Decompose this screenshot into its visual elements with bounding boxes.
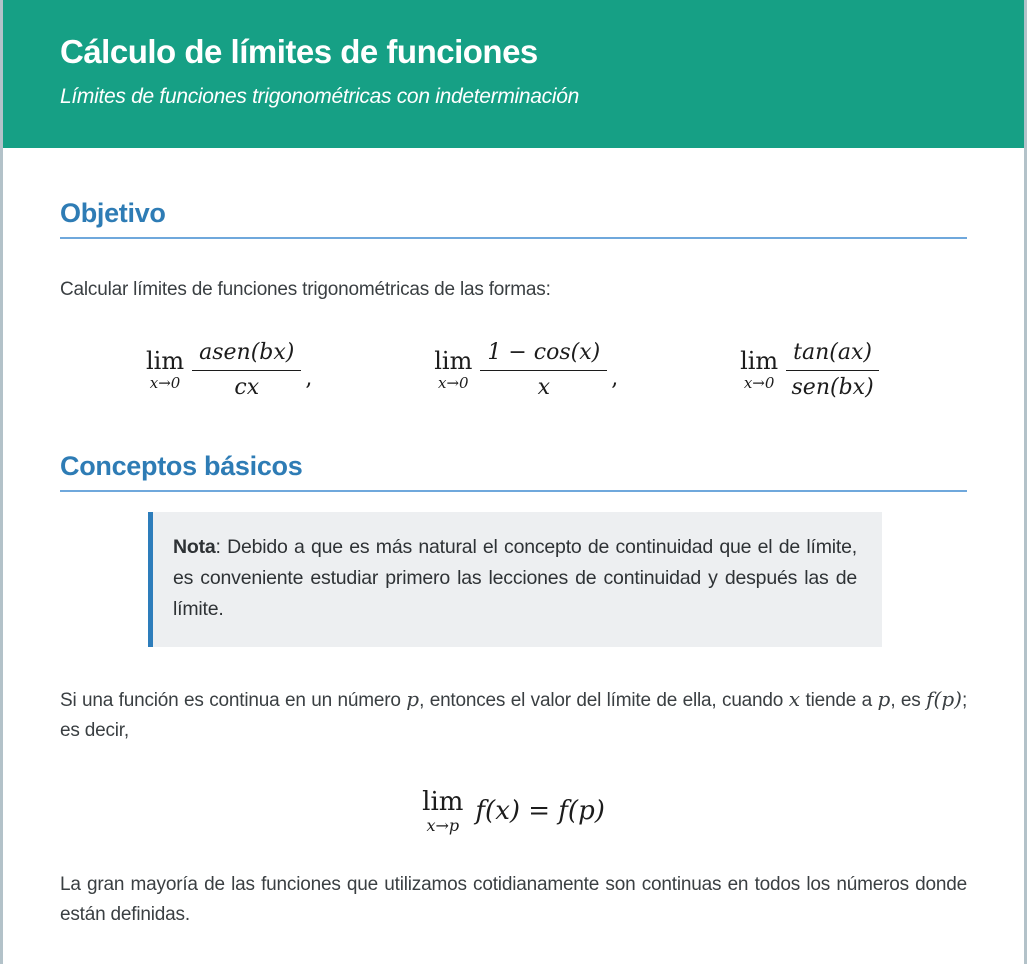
limit-formula-1 bbox=[146, 339, 312, 401]
fraction-denominator: sen(bx) bbox=[791, 374, 874, 400]
lim-operator bbox=[740, 349, 778, 391]
lim-word: lim bbox=[422, 786, 464, 817]
fraction-numerator: 1 − cos(x) bbox=[480, 339, 607, 371]
limit-formula-2 bbox=[434, 339, 618, 401]
limit-formula-3 bbox=[740, 339, 883, 401]
lim-word: lim bbox=[146, 347, 185, 376]
closing-paragraph: La gran mayoría de las funciones que utilizamos cotidianamente son continuas en todos los números donde están definidas. bbox=[60, 873, 967, 925]
formula-comma: , bbox=[305, 366, 313, 392]
math-var-x: x bbox=[788, 686, 800, 711]
fraction bbox=[192, 339, 301, 401]
fraction-denominator: x bbox=[537, 374, 550, 400]
lim-word: lim bbox=[434, 347, 473, 376]
text-segment: Si una función es continua en un número bbox=[60, 689, 407, 711]
note-text: : Debido a que es más natural el concepto de continuidad que el de límite, es conveniente estudiar primero las lecciones de continuidad y después las de límite. bbox=[173, 536, 857, 620]
continuity-paragraph bbox=[60, 683, 967, 747]
fraction-numerator: tan(ax) bbox=[786, 339, 879, 371]
lim-operator bbox=[146, 349, 184, 391]
display-formula bbox=[60, 786, 967, 835]
text-segment: ; es decir, bbox=[60, 689, 968, 742]
math-var-p: p bbox=[406, 686, 420, 711]
lim-operator bbox=[422, 786, 464, 835]
note-box bbox=[148, 512, 882, 646]
note-paragraph bbox=[173, 532, 857, 624]
fraction bbox=[786, 339, 879, 401]
header-banner bbox=[3, 0, 1024, 148]
section-heading-conceptos: Conceptos básicos bbox=[60, 451, 967, 492]
note-label: Nota bbox=[173, 536, 216, 559]
formula-comma: , bbox=[611, 366, 619, 392]
math-var-fp: f(p) bbox=[926, 686, 962, 711]
lim-operator bbox=[434, 349, 472, 391]
main-content bbox=[3, 198, 1024, 930]
page-subtitle: Límites de funciones trigonométricas con indeterminación bbox=[60, 84, 579, 108]
fraction-denominator: cx bbox=[234, 374, 260, 400]
section-heading-objetivo: Objetivo bbox=[60, 198, 967, 239]
lim-subscript: x→0 bbox=[149, 374, 181, 393]
lim-word: lim bbox=[740, 347, 779, 376]
lim-subscript: x→0 bbox=[438, 374, 469, 393]
objetivo-intro: Calcular límites de funciones trigonométricas de las formas: bbox=[60, 279, 551, 300]
text-segment: , es bbox=[890, 689, 927, 711]
math-var-p: p bbox=[877, 686, 891, 711]
text-segment: , entonces el valor del límite de ella, cuando bbox=[419, 689, 789, 711]
fraction bbox=[480, 339, 607, 401]
formula-body: f(x) = f(p) bbox=[475, 796, 605, 827]
text-segment: tiende a bbox=[799, 689, 878, 711]
lim-subscript: x→p bbox=[426, 815, 460, 835]
lim-subscript: x→0 bbox=[743, 374, 775, 393]
page-title: Cálculo de límites de funciones bbox=[60, 33, 538, 70]
fraction-numerator: asen(bx) bbox=[192, 339, 301, 371]
formula-row bbox=[60, 339, 967, 401]
